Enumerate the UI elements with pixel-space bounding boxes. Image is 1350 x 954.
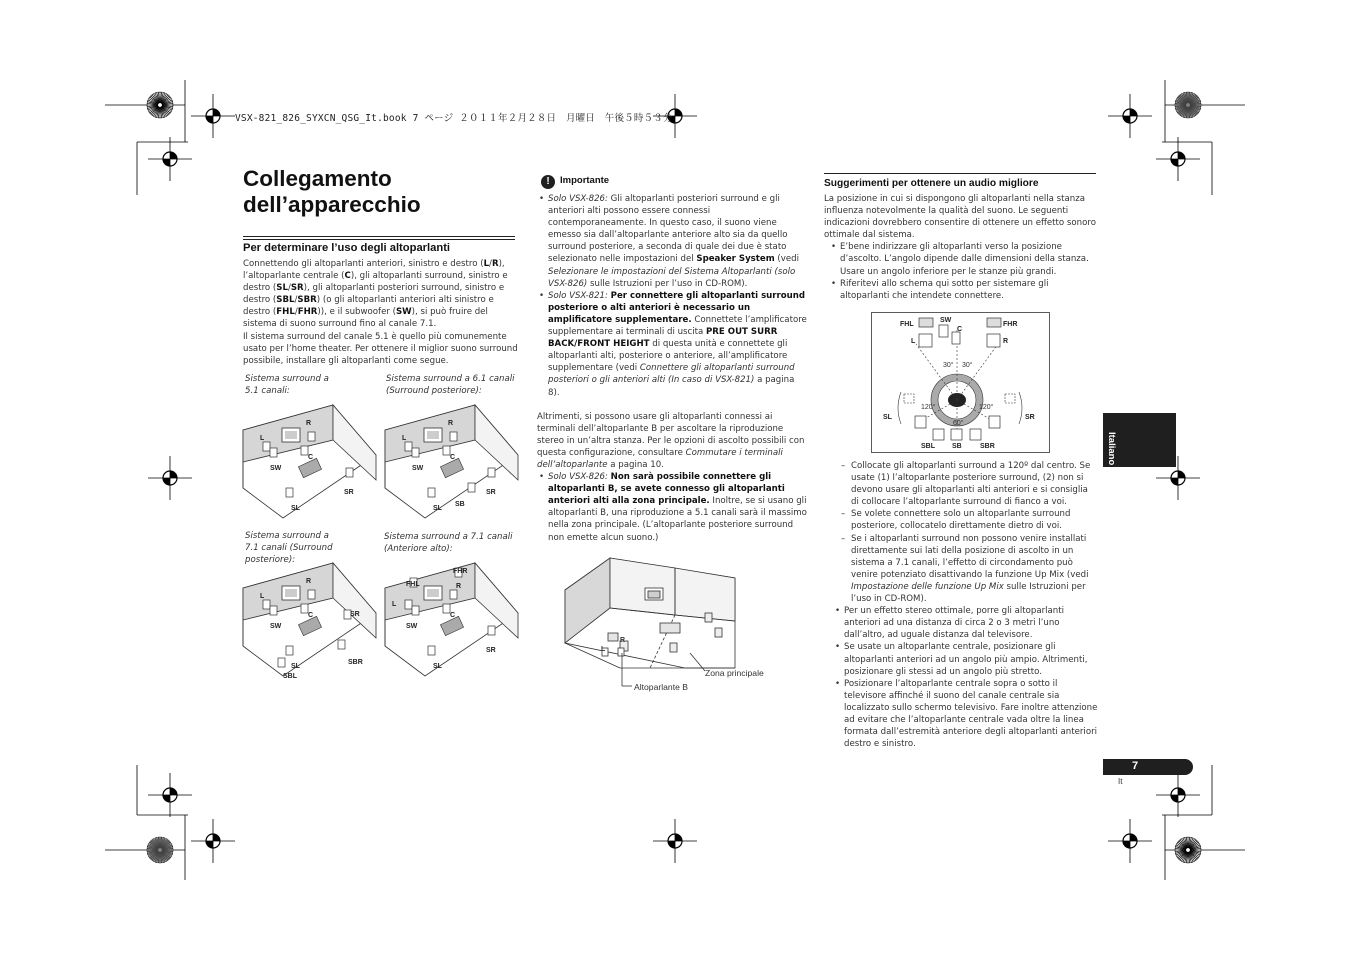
file-info: VSX-821_826_SYXCN_QSG_It.book 7 ページ ２０１１年２月２８日 月曜日 午後５時５３分	[235, 113, 673, 124]
registration-target-8	[148, 773, 192, 817]
registration-star-3	[147, 837, 173, 863]
zone-diagram-label-r: R	[620, 637, 626, 644]
speaker-sw	[412, 448, 419, 457]
speaker-label-c: C	[450, 454, 456, 461]
placement-label-sb: SB	[952, 443, 962, 450]
speaker-sr	[488, 468, 495, 477]
placement-label-l: L	[911, 338, 916, 345]
section1-paragraph-1: Connettendo gli altoparlanti anteriori, sinistro e destro (L/R), l’altoparlante centrale (C), gli altoparlanti surround, sinistro e destro (SL/SR), gli altoparlanti posteriori surround, sinistro e destro (SBL/SBR) (o gli altoparlanti anteriori alti sinistro e destro (FHL/FHR)), e il subwoofer (SW), si può fruire del sistema di suono surround fino al canale 7.1.	[243, 259, 508, 330]
placement-label-fhl: FHL	[900, 321, 914, 328]
zone-diagram-label-l: L	[601, 646, 606, 653]
placement-label-sbr: SBR	[980, 443, 995, 450]
speaker-sl	[286, 488, 293, 497]
speaker-label-sl: SL	[433, 505, 442, 512]
speaker-r	[308, 590, 315, 599]
placement-speaker-r	[987, 334, 1000, 347]
speaker-l	[405, 442, 412, 451]
angle-30-left: 30°	[943, 362, 954, 369]
speaker-sw	[270, 448, 277, 457]
speaker-label-fhr: FHR	[453, 568, 468, 575]
placement-label-r: R	[1003, 338, 1009, 345]
speaker-placement-diagram	[871, 312, 1051, 454]
speaker-label-sw: SW	[270, 465, 282, 472]
speaker-sr	[346, 468, 353, 477]
room-diagram-7-1-height	[385, 563, 518, 676]
section2-bullet-3: • Per un effetto stereo ottimale, porre gli altoparlanti anteriori ad una distanza di circa 2 o 3 metri l’uno dall’altro, ad uguale distanza dal televisore.	[833, 605, 1098, 641]
angle-120-right: 120°	[979, 404, 994, 411]
placement-label-c: C	[957, 326, 963, 333]
room-diagram-5-1	[243, 405, 376, 518]
section1-rule	[243, 236, 515, 240]
speaker-label-sbl: SBL	[283, 673, 297, 680]
section2-body-bottom	[833, 460, 1098, 750]
speaker-label-l: L	[402, 435, 407, 442]
speaker-label-sr: SR	[350, 611, 360, 618]
registration-target-10	[191, 819, 235, 863]
section2-bullet-5: • Posizionare l’altoparlante centrale sopra o sotto il televisore affinché il suono del canale centrale sia localizzato sullo schermo televisivo. Fare inoltre attenzione ad evitare che l’altoparlante centrale vada oltre la linea formata dall’estremità anteriore degli altoparlanti anteriori destro e sinistro.	[833, 678, 1098, 751]
diagram-7-1-height-caption: Sistema surround a 7.1 canali (Anteriore alto):	[384, 532, 513, 554]
speaker-sb	[468, 483, 475, 492]
speaker-sbr	[338, 640, 345, 649]
speaker-label-sl: SL	[291, 663, 300, 670]
section2-body-top	[824, 193, 1098, 302]
placement-speaker-l	[919, 334, 932, 347]
placement-label-sl: SL	[883, 414, 892, 421]
speaker-label-l: L	[392, 601, 397, 608]
speaker-label-fhl: FHL	[406, 581, 420, 588]
room-diagram-7-1-back	[243, 563, 376, 680]
speaker-l	[405, 600, 412, 609]
speaker-label-r: R	[306, 420, 312, 427]
angle-30-right: 30°	[962, 362, 973, 369]
registration-target-1	[191, 94, 235, 138]
speaker-label-c: C	[308, 454, 314, 461]
placement-speaker-sl	[915, 416, 926, 428]
section2-heading: Suggerimenti per ottenere un audio migliore	[824, 178, 1039, 189]
speaker-sbl	[278, 658, 285, 667]
speaker-c	[443, 604, 450, 613]
speaker-b-label: Altoparlante B	[634, 682, 688, 692]
section2-dash-3: – Se i altoparlanti surround non possono venire installati direttamente sui lati della posizione di ascolto in un sistema a 7.1 canali, l’effetto di circondamento può venire potenziato disattivando la funzione Up Mix (vedi Impostazione delle funzione Up Mix sulle Istruzioni per l’uso in CD-ROM).	[841, 533, 1098, 606]
speaker-sl	[428, 488, 435, 497]
speaker-label-sl: SL	[291, 505, 300, 512]
important-body	[537, 193, 807, 544]
speaker-label-sr: SR	[344, 489, 354, 496]
speaker-label-r: R	[306, 578, 312, 585]
section2-bullet-2: • Riferitevi allo schema qui sotto per sistemare gli altoparlanti che intendete connettere.	[829, 278, 1098, 302]
important-icon: !	[541, 175, 555, 189]
placement-speaker-c	[952, 332, 960, 344]
speaker-label-sl: SL	[433, 663, 442, 670]
speaker-r	[450, 432, 457, 441]
speaker-label-sb: SB	[455, 501, 465, 508]
registration-star-1	[147, 92, 173, 118]
section2-paragraph-1: La posizione in cui si dispongono gli altoparlanti nella stanza influenza notevolmente la qualità del suono. Le seguenti indicazioni dovrebbero consentire di ottenere un effetto sonoro ottimale dal sistema.	[824, 194, 1096, 241]
registration-target-6	[148, 456, 192, 500]
angle-120-left: 120°	[921, 404, 936, 411]
important-heading: Importante	[560, 175, 610, 186]
diagram-7-1-back-caption: Sistema surround a 7.1 canali (Surround posteriore):	[245, 531, 333, 565]
section2-bullet-1: • E’bene indirizzare gli altoparlanti verso la posizione d’ascolto. L’angolo dipende dalle dimensioni della stanza. Usare un angolo inferiore per le stanze più grandi.	[829, 241, 1098, 277]
diagram-6-1-caption: Sistema surround a 6.1 canali (Surround posteriore):	[386, 374, 515, 396]
placement-label-sbl: SBL	[921, 443, 935, 450]
speaker-sw	[412, 606, 419, 615]
placement-speaker-sbr	[970, 429, 981, 440]
important-bullet-1: • Solo VSX-826: Gli altoparlanti posteriori surround e gli anteriori alti possono essere connessi contemporaneamente. In questo caso, il suono viene emesso sia dall’altoparlante anteriore alto sia da quello surround posteriore, a seconda di quale dei due è stato selezionato nelle impostazioni del Speaker System (vedi Selezionare le impostazioni del Sistema Altoparlanti (solo VSX-826) sulle Istruzioni per l’uso in CD-ROM).	[537, 193, 807, 290]
placement-speaker-sbl	[933, 429, 944, 440]
page-title-line1: Collegamento	[243, 166, 392, 191]
speaker-sl	[428, 646, 435, 655]
speaker-label-c: C	[450, 612, 456, 619]
zone-main-label: Zona principale	[705, 668, 764, 678]
room-diagram-6-1	[385, 405, 518, 518]
important-paragraph: Altrimenti, si possono usare gli altoparlanti connessi ai terminali dell’altoparlante B per ascoltare la riproduzione stereo in un’altra stanza. Per le opzioni di ascolto possibili con questa configurazione, consultare Commutare i terminali dell’altoparlante a pagina 10.	[537, 411, 805, 470]
registration-target-4	[148, 137, 192, 181]
diagram-5-1-caption: Sistema surround a 5.1 canali:	[245, 374, 329, 396]
speaker-r	[308, 432, 315, 441]
section2-dash-1: – Collocate gli altoparlanti surround a 120º dal centro. Se usate (1) l’altoparlante posteriore surround, (2) non si devono usare gli altoparlanti alti anteriori e si consiglia di collocare l’altoparlante surround di fianco a voi.	[841, 460, 1098, 508]
important-bullet-3: • Solo VSX-826: Non sarà possibile connettere gli altoparlanti B, se avete connesso gli altoparlanti anteriori alti alla zona principale. Inoltre, se si usano gli altoparlanti B, una riproduzione a 5.1 canali sarà il massimo nella zona principale. (L’altoparlante posteriore surround non emette alcun suono.)	[537, 471, 807, 544]
speaker-label-sr: SR	[486, 647, 496, 654]
speaker-sl	[286, 646, 293, 655]
placement-speaker-fhl	[919, 318, 933, 327]
speaker-c	[301, 446, 308, 455]
speaker-l	[263, 442, 270, 451]
speaker-label-sw: SW	[412, 465, 424, 472]
section2-rule	[824, 173, 1096, 174]
speaker-sr	[488, 626, 495, 635]
language-side-tab-label: Italiano	[1106, 432, 1117, 466]
section2-dash-2: – Se volete connettere solo un altoparlante surround posteriore, collocatelo direttamente dietro di voi.	[841, 508, 1098, 532]
speaker-label-sr: SR	[486, 489, 496, 496]
registration-target-3	[1108, 94, 1152, 138]
page-number-pill	[1103, 759, 1193, 775]
speaker-c	[301, 604, 308, 613]
section1-body	[243, 258, 518, 367]
section1-paragraph-2: Il sistema surround del canale 5.1 è quello più comunemente usato per l’home theater. Per ottenere il miglior suono surround possibile, installare gli altoparlanti come segue.	[243, 331, 518, 366]
placement-label-sr: SR	[1025, 414, 1035, 421]
registration-target-11	[653, 819, 697, 863]
speaker-sw	[270, 606, 277, 615]
registration-target-12	[1108, 819, 1152, 863]
speaker-label-l: L	[260, 435, 265, 442]
page-number: 7	[1132, 760, 1139, 772]
registration-target-9	[1156, 773, 1200, 817]
placement-speaker-sb	[951, 429, 962, 440]
speaker-label-sw: SW	[270, 623, 282, 630]
page-title-line2: dell’apparecchio	[243, 192, 421, 217]
placement-speaker-sr	[989, 416, 1000, 428]
speaker-l	[263, 600, 270, 609]
section2-bullet-4: • Se usate un altoparlante centrale, posizionare gli altoparlanti anteriori ad un angolo più ampio. Altrimenti, posizionare gli stessi ad un angolo più stretto.	[833, 641, 1098, 677]
placement-speaker-fhr	[987, 318, 1001, 327]
placement-speaker-sw	[939, 325, 948, 337]
page-language: It	[1118, 777, 1123, 786]
speaker-r	[450, 590, 457, 599]
speaker-label-l: L	[260, 593, 265, 600]
page-title	[243, 166, 523, 218]
placement-label-fhr: FHR	[1003, 321, 1018, 328]
speaker-label-r: R	[456, 583, 462, 590]
angle-60: 60°	[953, 420, 964, 427]
speaker-label-r: R	[448, 420, 454, 427]
speaker-label-sw: SW	[406, 623, 418, 630]
section1-heading: Per determinare l’uso degli altoparlanti	[243, 242, 451, 254]
speaker-c	[443, 446, 450, 455]
speaker-label-sbr: SBR	[348, 659, 363, 666]
speaker-label-c: C	[308, 612, 314, 619]
registration-star-2	[1175, 92, 1201, 118]
registration-star-4	[1175, 837, 1201, 863]
registration-target-5	[1156, 137, 1200, 181]
room-diagrams	[238, 400, 523, 690]
important-bullet-2: • Solo VSX-821: Per connettere gli altoparlanti surround posteriore o alti anteriori è necessario un amplificatore supplementare. Connettete l’amplificatore supplementare ai terminali di uscita PRE OUT SURR BACK/FRONT HEIGHT di questa unità e connettete gli altoparlanti alti, posteriore o anteriore, all’amplificatore supplementare (vedi Connettere gli altoparlanti surround posteriori o gli anteriori alti (In caso di VSX-821) a pagina 8).	[537, 290, 807, 399]
placement-label-sw: SW	[940, 317, 952, 324]
